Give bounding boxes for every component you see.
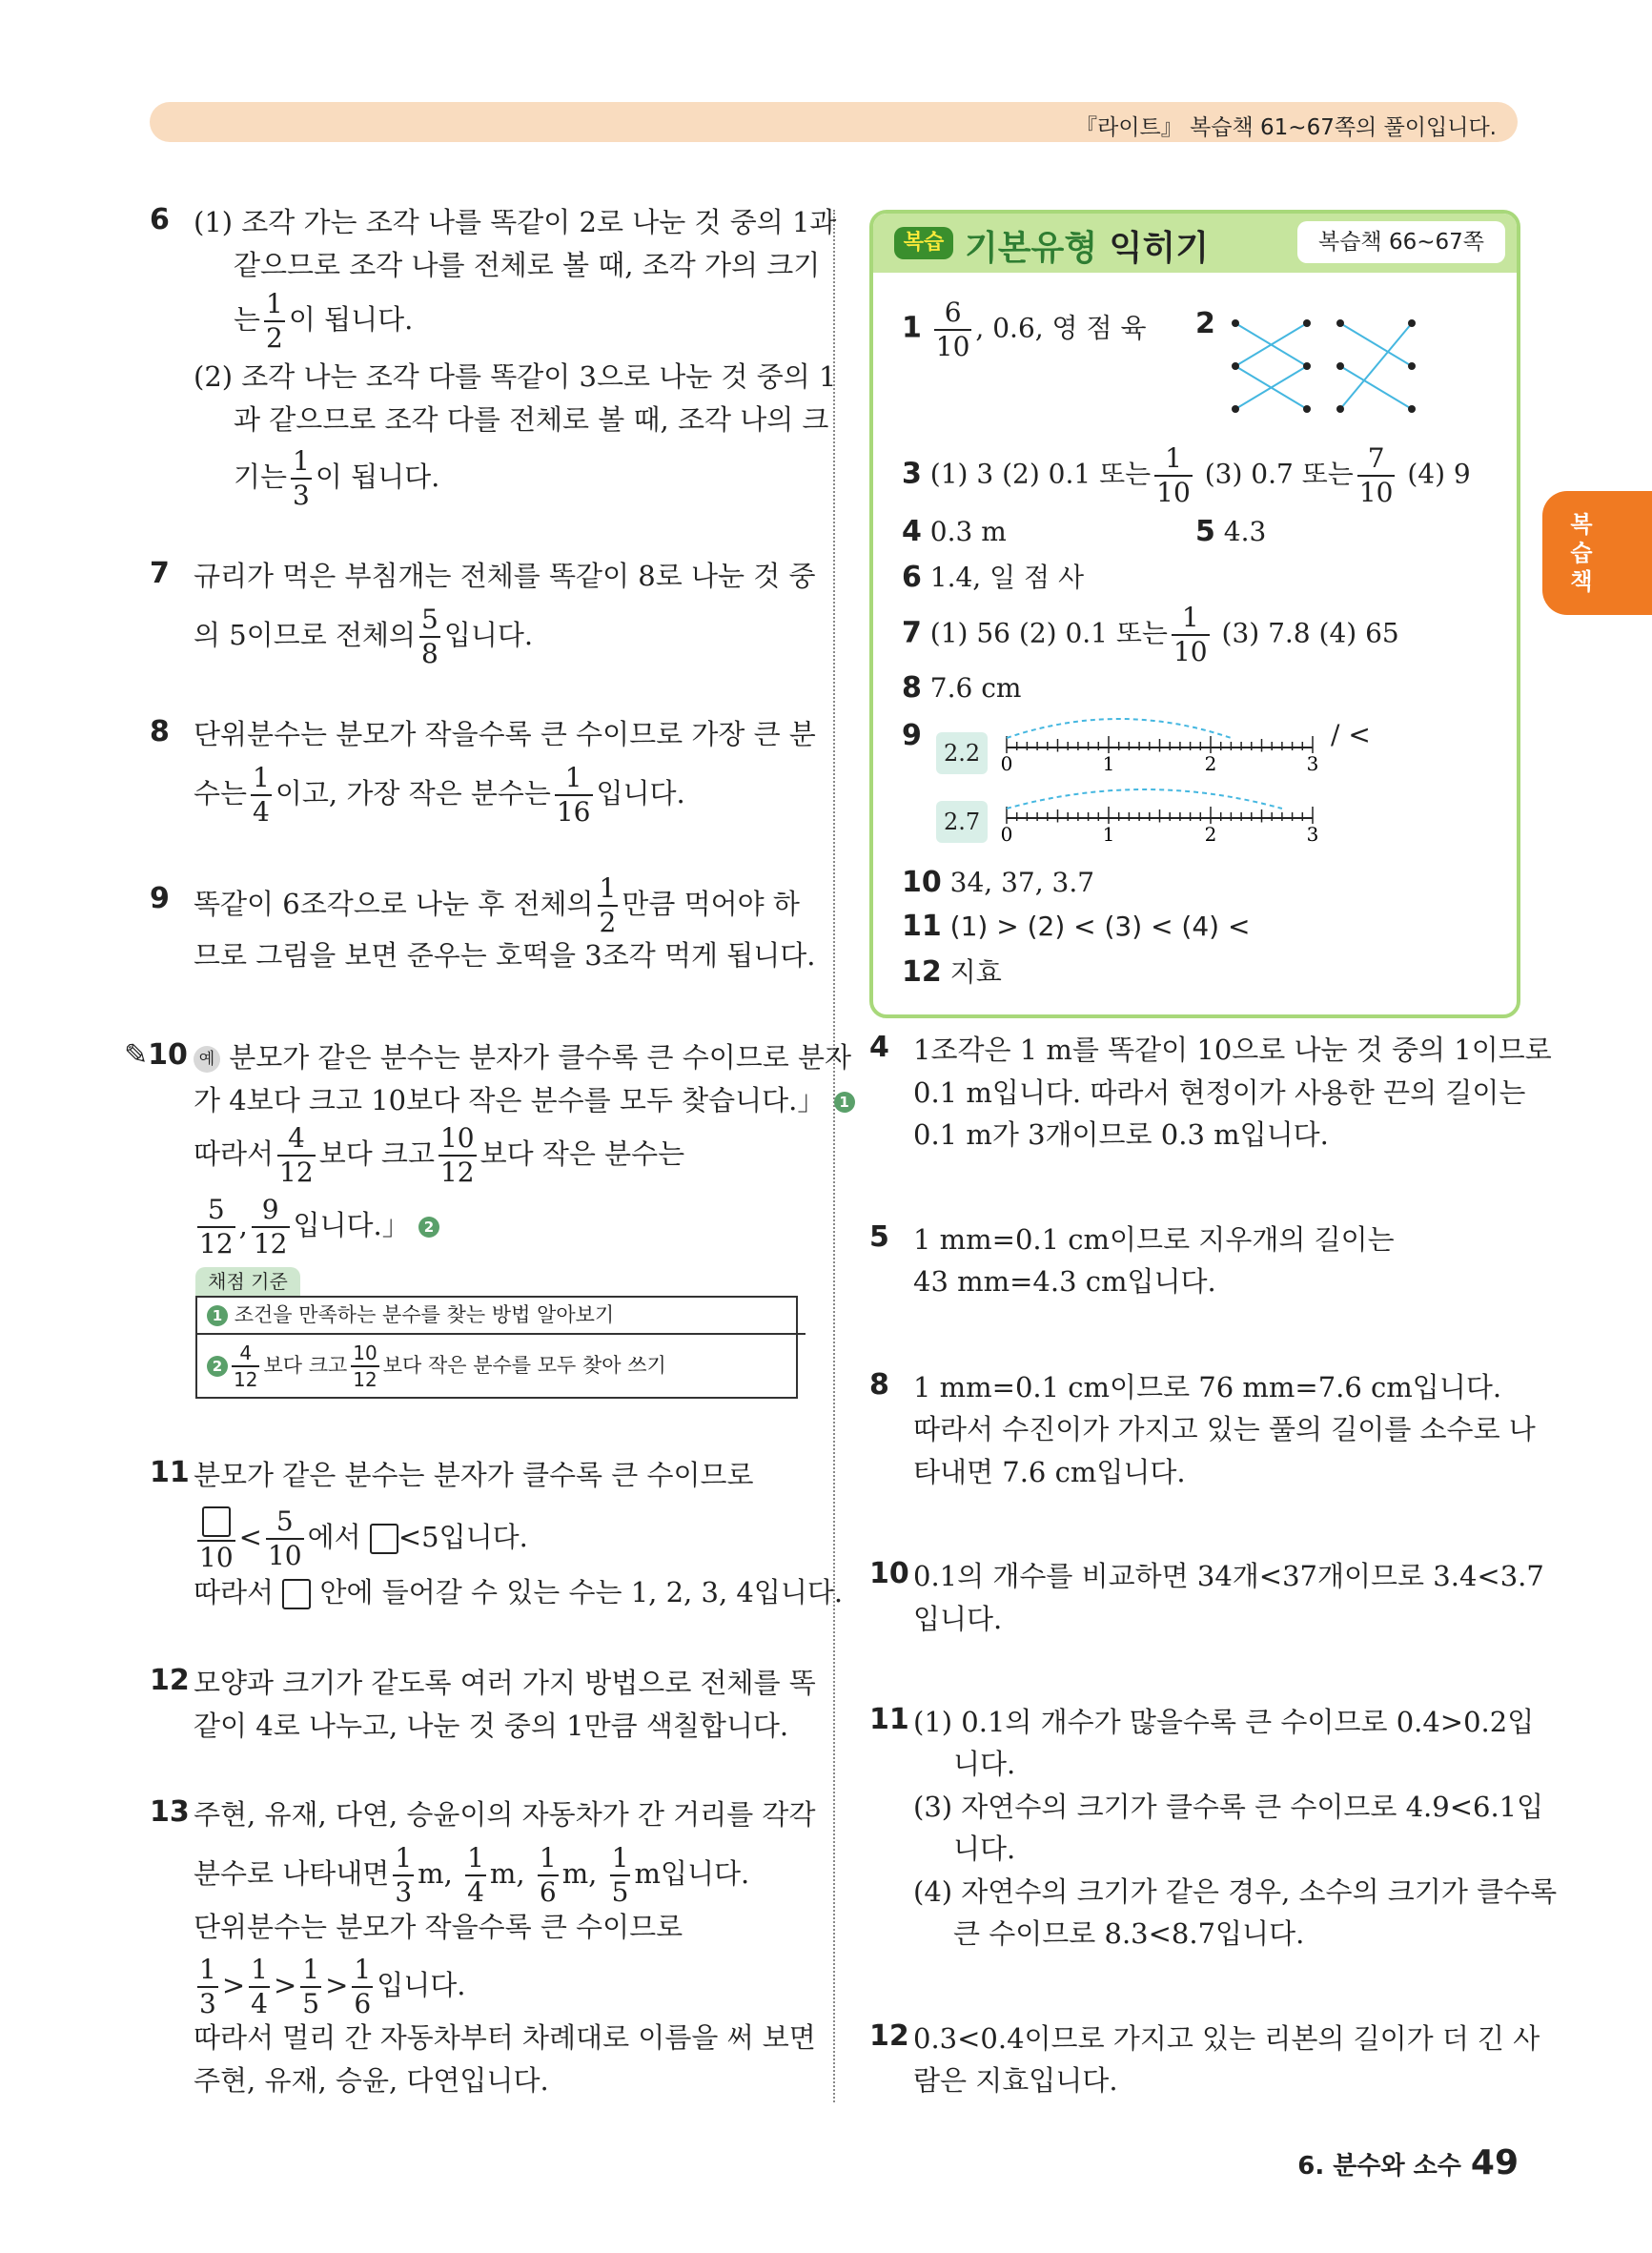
page-range-box: 복습책 66~67쪽	[1297, 221, 1505, 263]
blank-box	[202, 1506, 231, 1537]
r10-line1: 0.1의 개수를 비교하면 34개<37개이므로 3.4<3.7	[913, 1560, 1544, 1592]
text: (4) 9	[1407, 458, 1471, 490]
q10-num-text: 10	[148, 1038, 188, 1072]
page-footer	[1297, 2143, 1519, 2182]
fraction	[1172, 604, 1210, 666]
q13-line3: 단위분수는 분모가 작을수록 큰 수이므로	[194, 1911, 683, 1943]
text: <	[238, 1521, 262, 1553]
text: 따라서	[194, 1576, 275, 1608]
r11-line6: 큰 수이므로 8.3<8.7입니다.	[953, 1917, 1305, 1950]
r11-number: 11	[869, 1703, 909, 1736]
text: (1) 3	[929, 458, 994, 490]
title-green: 기본유형	[965, 229, 1098, 268]
answer-7	[902, 604, 1399, 666]
denominator: 16	[556, 796, 591, 828]
value-arc	[1007, 719, 1231, 738]
r5-number: 5	[869, 1220, 889, 1254]
numerator: 9	[261, 1194, 279, 1225]
fraction	[555, 762, 593, 828]
answer-8	[902, 669, 1021, 707]
text: (2) 0.1 또는	[1018, 617, 1168, 649]
q6-line1: (1) 조각 가는 조각 나를 똑같이 2로 나눈 것 중의 1과	[194, 206, 837, 238]
r8-line3: 타내면 7.6 cm입니다.	[913, 1456, 1186, 1488]
answer-number: 4	[902, 515, 922, 548]
text: 입니다.	[596, 777, 685, 809]
answer-5	[1195, 513, 1266, 551]
text: (3) 7.8	[1221, 617, 1311, 649]
r8-line1: 1 mm=0.1 cm이므로 76 mm=7.6 cm입니다.	[913, 1371, 1502, 1403]
fraction	[1357, 442, 1396, 508]
text: 보다 크고	[263, 1354, 348, 1377]
text: 수는	[194, 777, 248, 809]
denominator: 10	[199, 1542, 234, 1573]
r11-line4: 니다.	[953, 1833, 1016, 1865]
dot	[1408, 362, 1416, 370]
label-2-2	[936, 732, 988, 774]
denominator: 2	[266, 322, 283, 354]
dot	[1232, 362, 1239, 370]
denominator: 8	[421, 638, 438, 669]
text: 보다 작은 분수는	[479, 1137, 685, 1170]
q10-line4	[194, 1194, 439, 1260]
q13-line2	[194, 1842, 750, 1908]
fraction	[538, 1842, 559, 1908]
match-line	[1340, 323, 1412, 409]
text: m,	[561, 1857, 598, 1890]
criteria-table	[195, 1296, 798, 1399]
q8-number: 8	[150, 715, 170, 748]
fraction	[252, 1194, 290, 1260]
text: 이 됩니다.	[288, 303, 414, 336]
tick-label: 0	[1000, 752, 1013, 775]
side-tab	[1542, 491, 1652, 615]
dot	[1303, 319, 1311, 327]
tick-label: 1	[1102, 823, 1115, 846]
tick-label: 2	[1204, 752, 1217, 775]
numerator: 6	[944, 297, 962, 328]
dot	[1408, 405, 1416, 413]
numerator: 1	[354, 1954, 372, 1985]
text: 이 됩니다.	[315, 461, 440, 493]
text: >	[221, 1969, 246, 2001]
denominator: 12	[439, 1157, 475, 1188]
numerator	[200, 1506, 233, 1540]
answer-2	[1195, 305, 1215, 343]
text: 분수로 나타내면	[194, 1857, 390, 1890]
numerator: 5	[421, 604, 438, 635]
q13-line1: 주현, 유재, 다연, 승윤이의 자동차가 간 거리를 각각	[194, 1798, 816, 1831]
q11-line1: 분모가 같은 분수는 분자가 클수록 큰 수이므로	[194, 1459, 754, 1491]
denominator: 10	[1173, 636, 1208, 667]
blank-box	[282, 1579, 311, 1609]
answer-4	[902, 513, 1007, 551]
criterion-marker: 1	[207, 1305, 228, 1326]
fraction	[465, 1842, 486, 1908]
q13-line6: 주현, 유재, 승윤, 다연입니다.	[194, 2064, 549, 2097]
text: 입니다.」	[293, 1209, 410, 1241]
denominator: 4	[467, 1876, 484, 1908]
text: (3) 0.7 또는	[1204, 458, 1354, 490]
text: 가 4보다 크고 10보다 작은 분수를 모두 찾습니다.」	[194, 1084, 826, 1116]
text: 7.6 cm	[929, 672, 1022, 704]
answer-panel	[869, 210, 1520, 1018]
denominator: 3	[395, 1876, 413, 1908]
denominator: 2	[599, 907, 617, 938]
fraction	[438, 1122, 477, 1188]
criteria-row	[197, 1335, 806, 1397]
answer-6	[902, 559, 1084, 597]
panel-header	[873, 214, 1517, 273]
pencil-icon: ✎	[124, 1038, 149, 1072]
fraction	[419, 606, 440, 667]
q13-line4	[194, 1956, 466, 2017]
page-number: 49	[1470, 2143, 1519, 2182]
fraction	[351, 1343, 378, 1389]
r12-line2: 람은 지효입니다.	[913, 2064, 1118, 2097]
criterion-marker: 2	[418, 1217, 439, 1238]
numerator: 1	[253, 762, 270, 793]
r8-line2: 따라서 수진이가 가지고 있는 풀의 길이를 소수로 나	[913, 1413, 1536, 1445]
numerator: 7	[1367, 442, 1385, 474]
fraction	[352, 1956, 373, 2017]
text: (1) > (2) < (3) < (4) <	[949, 911, 1251, 942]
answer-number: 6	[902, 561, 922, 594]
r5-line1: 1 mm=0.1 cm이므로 지우개의 길이는	[913, 1223, 1395, 1256]
text: ,	[238, 1209, 248, 1241]
fraction	[266, 1505, 304, 1571]
dot	[1232, 405, 1239, 413]
numerator: 1	[293, 445, 310, 477]
dot	[1336, 405, 1344, 413]
panel-title	[965, 221, 1209, 270]
numerator: 4	[287, 1122, 305, 1154]
r10-line2: 입니다.	[913, 1603, 1003, 1635]
text: m,	[489, 1857, 525, 1890]
fraction	[393, 1842, 414, 1908]
text: 안에 들어갈 수 있는 수는 1, 2, 3, 4입니다.	[319, 1576, 844, 1608]
fraction	[232, 1343, 259, 1389]
fraction	[1154, 442, 1193, 508]
answer-number: 7	[902, 616, 922, 650]
fraction	[251, 762, 272, 828]
answer-number: 3	[902, 457, 922, 491]
match-line	[1340, 323, 1412, 366]
fraction	[598, 872, 619, 938]
fraction	[277, 1122, 316, 1188]
denominator: 6	[539, 1876, 557, 1908]
text: >	[325, 1969, 349, 2001]
text: 이고, 가장 작은 분수는	[275, 777, 551, 809]
r11-line1: (1) 0.1의 개수가 많을수록 큰 수이므로 0.4>0.2입	[913, 1706, 1535, 1738]
numerator: 1	[599, 872, 617, 904]
q6-line6	[234, 445, 440, 511]
criteria-title: 채점 기준	[195, 1267, 300, 1296]
dot	[1336, 362, 1344, 370]
denominator: 4	[251, 1988, 268, 2019]
fraction	[264, 288, 285, 354]
fraction	[197, 1194, 235, 1260]
title-black: 익히기	[1097, 229, 1209, 268]
denominator: 6	[354, 1988, 372, 2019]
matching-lines-diagram	[1231, 314, 1431, 423]
text: m입니다.	[634, 1857, 750, 1890]
r11-line2: 니다.	[953, 1748, 1016, 1780]
side-tab-label: 복습책	[1570, 511, 1593, 595]
text: <5입니다.	[398, 1521, 528, 1553]
criteria-row	[197, 1298, 806, 1335]
fraction	[291, 445, 312, 511]
numerator: 1	[539, 1842, 557, 1874]
answer-number: 11	[902, 910, 942, 943]
tick-label: 3	[1306, 752, 1319, 775]
r4-line2: 0.1 m입니다. 따라서 현정이가 사용한 끈의 길이는	[913, 1076, 1526, 1109]
text: >	[273, 1969, 297, 2001]
match-line	[1340, 366, 1412, 409]
text: 34, 37, 3.7	[949, 867, 1095, 898]
dot	[1303, 405, 1311, 413]
dot	[1408, 319, 1416, 327]
q6-line4: (2) 조각 나는 조각 다를 똑같이 3으로 나눈 것 중의 1	[194, 360, 837, 393]
r12-number: 12	[869, 2019, 909, 2053]
r4-line1: 1조각은 1 m를 똑같이 10으로 나눈 것 중의 1이므로	[913, 1034, 1552, 1066]
q13-line5: 따라서 멀리 간 자동차부터 차례대로 이름을 써 보면	[194, 2021, 816, 2054]
text: 분모가 같은 분수는 분자가 클수록 큰 수이므로 분자	[229, 1041, 852, 1074]
text: 조건을 만족하는 분수를 찾는 방법 알아보기	[234, 1303, 615, 1326]
tick-label: 0	[1000, 823, 1013, 846]
text: 입니다.	[443, 619, 534, 651]
answer-12	[902, 953, 1002, 992]
q9-line2: 므로 그림을 보면 준우는 호떡을 3조각 먹게 됩니다.	[194, 939, 816, 972]
tick-label: 3	[1306, 823, 1319, 846]
column-divider	[833, 210, 835, 2102]
answer-number: 12	[902, 955, 942, 989]
q12-line2: 같이 4로 나누고, 나눈 것 중의 1만큼 색칠합니다.	[194, 1710, 789, 1742]
q10-number	[124, 1038, 188, 1072]
criterion-marker: 2	[207, 1356, 228, 1377]
numerator: 1	[564, 762, 582, 793]
text: 4.3	[1223, 516, 1267, 547]
r11-line5: (4) 자연수의 크기가 같은 경우, 소수의 크기가 클수록	[913, 1875, 1558, 1908]
text: 0.3 m	[929, 516, 1007, 547]
text: 똑같이 6조각으로 나눈 후 전체의	[194, 888, 594, 920]
number-line-diagram	[997, 709, 1331, 862]
q6-line2: 같으므로 조각 나를 전체로 볼 때, 조각 가의 크기	[234, 249, 821, 281]
numerator: 5	[207, 1194, 225, 1225]
answer-9	[902, 717, 922, 755]
r10-number: 10	[869, 1557, 909, 1590]
text: m,	[418, 1857, 453, 1890]
number-label: 2.2	[936, 732, 988, 774]
q7-number: 7	[150, 557, 170, 590]
q7-line2	[194, 606, 533, 667]
fraction	[300, 1956, 321, 2017]
denominator: 10	[1358, 477, 1394, 508]
q11-line2	[194, 1506, 528, 1571]
denominator: 10	[267, 1540, 302, 1571]
denominator: 3	[199, 1988, 216, 2019]
answer-10	[902, 864, 1094, 902]
fraction	[610, 1842, 631, 1908]
q10-line1	[194, 1036, 851, 1078]
dot	[1232, 319, 1239, 327]
fraction	[197, 1956, 218, 2017]
text: , 0.6, 영 점 육	[975, 312, 1147, 344]
tick-label: 1	[1102, 752, 1115, 775]
r5-line2: 43 mm=4.3 cm입니다.	[913, 1265, 1216, 1298]
r8-number: 8	[869, 1368, 889, 1402]
numerator: 1	[302, 1954, 320, 1985]
blank-box	[370, 1524, 398, 1554]
numerator: 1	[199, 1954, 216, 1985]
tick-label: 2	[1204, 823, 1217, 846]
denominator: 5	[611, 1876, 629, 1908]
answer-9-result: / <	[1331, 719, 1371, 750]
text: 보다 작은 분수를 모두 찾아 쓰기	[382, 1354, 666, 1377]
q11-number: 11	[150, 1456, 190, 1489]
header-bar	[150, 102, 1518, 142]
q9-number: 9	[150, 882, 170, 915]
text: (2) 0.1 또는	[1002, 458, 1152, 490]
text: 지효	[949, 956, 1002, 988]
dot	[1336, 319, 1344, 327]
text: 만큼 먹어야 하	[622, 888, 800, 920]
header-text: 『라이트』 복습책 61~67쪽의 풀이입니다.	[1075, 115, 1497, 140]
answer-1	[902, 299, 1147, 360]
answer-number: 10	[902, 866, 942, 899]
label-2-7	[936, 801, 988, 843]
q12-line1: 모양과 크기가 같도록 여러 가지 방법으로 전체를 똑	[194, 1667, 816, 1699]
numerator: 1	[251, 1954, 268, 1985]
text: 는	[234, 303, 261, 336]
number-label: 2.7	[936, 801, 988, 843]
r4-line3: 0.1 m가 3개이므로 0.3 m입니다.	[913, 1118, 1329, 1151]
text: 의 5이므로 전체의	[194, 619, 416, 651]
text: 따라서	[194, 1137, 275, 1170]
denominator: 12	[253, 1228, 288, 1260]
chapter-label: 6. 분수와 소수	[1297, 2152, 1461, 2181]
q10-line2	[194, 1079, 855, 1121]
r4-number: 4	[869, 1031, 889, 1064]
q8-line1: 단위분수는 분모가 작을수록 큰 수이므로 가장 큰 분	[194, 718, 816, 750]
text: 1.4, 일 점 사	[929, 562, 1085, 593]
answer-number: 5	[1195, 515, 1215, 548]
q10-line3	[194, 1122, 685, 1188]
numerator: 5	[275, 1505, 294, 1537]
text: 입니다.	[377, 1969, 466, 2001]
example-badge: 예	[194, 1046, 220, 1073]
numerator: 1	[1181, 602, 1199, 633]
review-badge: 복습	[894, 227, 953, 259]
numerator: 1	[467, 1842, 484, 1874]
numerator: 4	[239, 1342, 253, 1364]
numerator: 1	[266, 288, 283, 319]
r11-line3: (3) 자연수의 크기가 클수록 큰 수이므로 4.9<6.1입	[913, 1791, 1544, 1823]
text: (4) 65	[1318, 617, 1399, 649]
answer-11	[902, 908, 1250, 946]
r12-line1: 0.3<0.4이므로 가지고 있는 리본의 길이가 더 긴 사	[913, 2022, 1540, 2055]
criterion-marker: 1	[834, 1092, 855, 1113]
answer-number: 2	[1195, 307, 1215, 340]
q6-line5: 과 같으므로 조각 다를 전체로 볼 때, 조각 나의 크	[234, 403, 829, 436]
numerator: 10	[439, 1122, 475, 1154]
numerator: 1	[611, 1842, 629, 1874]
q11-line3	[194, 1571, 843, 1613]
denominator: 4	[253, 796, 270, 828]
q13-number: 13	[150, 1795, 190, 1829]
text: 보다 크고	[318, 1137, 435, 1170]
fraction	[249, 1956, 270, 2017]
q7-line1: 규리가 먹은 부침개는 전체를 똑같이 8로 나눈 것 중	[194, 560, 816, 592]
answer-3	[902, 442, 1471, 508]
denominator: 5	[302, 1988, 320, 2019]
numerator: 1	[1165, 442, 1182, 474]
dot	[1303, 362, 1311, 370]
numerator: 1	[395, 1842, 413, 1874]
denominator: 12	[232, 1365, 259, 1389]
denominator: 10	[1156, 477, 1191, 508]
fraction	[197, 1506, 235, 1571]
answer-number: 1	[902, 311, 922, 345]
numerator: 10	[353, 1342, 377, 1364]
value-arc	[1007, 789, 1282, 809]
fraction	[934, 299, 972, 360]
q12-number: 12	[150, 1664, 190, 1697]
q6-line3	[234, 288, 414, 354]
answer-number: 9	[902, 719, 922, 752]
q6-number: 6	[150, 203, 170, 236]
denominator: 3	[293, 480, 310, 511]
q8-line2	[194, 762, 685, 828]
text: (1) 56	[929, 617, 1010, 649]
text: 기는	[234, 461, 288, 493]
denominator: 12	[199, 1228, 234, 1260]
denominator: 12	[279, 1157, 314, 1188]
answer-number: 8	[902, 671, 922, 705]
text: 에서	[307, 1521, 361, 1553]
denominator: 12	[351, 1365, 378, 1389]
denominator: 10	[935, 331, 970, 362]
q9-line1	[194, 872, 800, 938]
